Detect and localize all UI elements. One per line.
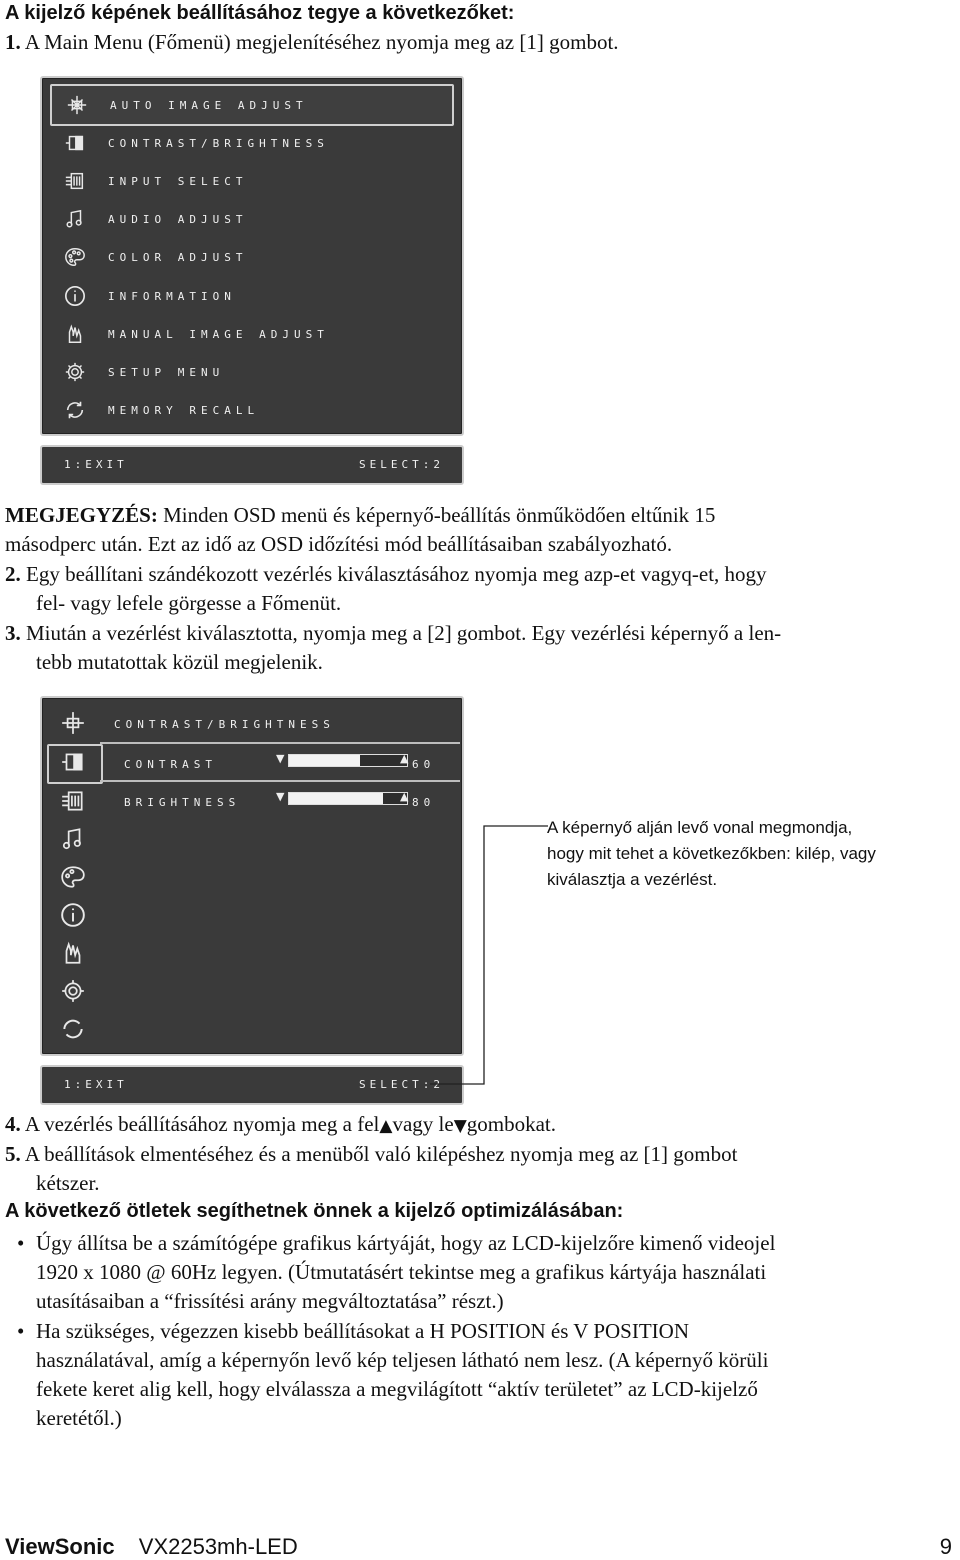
color-palette-icon: [60, 864, 86, 890]
step-3: [5, 619, 955, 677]
menu-item-label: MANUAL IMAGE ADJUST: [108, 328, 329, 341]
contrast-label: CONTRAST: [124, 758, 217, 771]
contrast-brightness-icon: [60, 749, 86, 775]
brightness-label: BRIGHTNESS: [124, 796, 241, 809]
callout-line-2: hogy mit tehet a következőkben: kilép, vagy: [547, 844, 876, 863]
bullet-icon: •: [17, 1231, 25, 1255]
exit-hint: 1:EXIT: [64, 1078, 128, 1091]
increase-icon[interactable]: ▲: [400, 790, 409, 803]
menu-item-label: SETUP MENU: [108, 366, 225, 379]
tip-line: 1920 x 1080 @ 60Hz legyen. (Útmutatásért tekintse meg a grafikus kártyája használati: [36, 1260, 767, 1284]
manual-adjust-icon: [60, 940, 86, 966]
input-select-icon: [64, 170, 86, 192]
recall-icon: [60, 1016, 86, 1042]
select-hint: SELECT:2: [359, 1078, 444, 1091]
menu-item-color-adjust[interactable]: [50, 238, 450, 276]
tip-2: [5, 1317, 955, 1433]
step-number: 2.: [5, 562, 21, 586]
info-icon: [60, 902, 86, 928]
color-palette-icon: [64, 246, 86, 268]
callout-text: [547, 815, 876, 893]
tip-line: Ha szükséges, végezzen kisebb beállításokat a H POSITION és V POSITION: [36, 1319, 689, 1343]
menu-item-label: AUTO IMAGE ADJUST: [110, 99, 308, 112]
menu-item-setup-menu[interactable]: [50, 353, 450, 391]
step-line-2: kétszer.: [36, 1171, 100, 1195]
tip-line: keretétől.): [36, 1406, 122, 1430]
callout-line-1: A képernyő alján levő vonal megmondja,: [547, 818, 853, 837]
footer: [5, 1534, 298, 1560]
menu-item-label: INPUT SELECT: [108, 175, 248, 188]
contrast-row[interactable]: [100, 742, 460, 778]
step-number: 1.: [5, 30, 21, 54]
manual-adjust-icon: [64, 323, 86, 345]
note-line-1: Minden OSD menü és képernyő-beállítás önműködően eltűnik 15: [157, 503, 716, 527]
step-number: 4.: [5, 1112, 21, 1136]
bullet-icon: •: [17, 1319, 25, 1343]
step-text: A Main Menu (Főmenü) megjelenítéséhez nyomja meg az [1] gombot.: [24, 30, 619, 54]
select-hint: SELECT:2: [359, 458, 444, 471]
callout-connector: [430, 820, 560, 1090]
step-5: [5, 1140, 955, 1198]
step-1: [5, 28, 619, 57]
tips-heading: A következő ötletek segíthetnek önnek a kijelző optimizálásában:: [5, 1200, 624, 1222]
menu-item-manual-image-adjust[interactable]: [50, 315, 450, 353]
decrease-icon[interactable]: ▼: [276, 752, 285, 765]
tip-1: [5, 1229, 955, 1316]
menu-item-label: CONTRAST/BRIGHTNESS: [108, 137, 329, 150]
note-line-2: másodperc után. Ezt az idő az OSD időzítési mód beállításaiban szabályozható.: [5, 532, 673, 556]
brightness-row[interactable]: [100, 780, 460, 816]
footer-model: VX2253mh-LED: [138, 1534, 298, 1559]
menu-item-label: MEMORY RECALL: [108, 404, 260, 417]
gear-icon: [64, 361, 86, 383]
menu-item-information[interactable]: [50, 277, 450, 315]
tip-line: utasításaiban a “frissítési arány megváltoztatása” részt.): [36, 1289, 504, 1313]
brightness-slider[interactable]: [288, 792, 408, 805]
page-heading: A kijelző képének beállításához tegye a következőket:: [5, 2, 515, 24]
osd-contrast-brightness-screen: [40, 696, 464, 1056]
tip-line: Úgy állítsa be a számítógépe grafikus kártyáját, hogy az LCD-kijelzőre kimenő videojel: [36, 1231, 776, 1255]
audio-icon: [64, 208, 86, 230]
osd-main-status-bar: [40, 445, 464, 485]
auto-adjust-icon: [66, 94, 88, 116]
menu-item-audio-adjust[interactable]: [50, 200, 450, 238]
step-line-1: Miután a vezérlést kiválasztotta, nyomja meg a [2] gombot. Egy vezérlési képernyő a len-: [26, 621, 782, 645]
submenu-title: CONTRAST/BRIGHTNESS: [114, 718, 335, 731]
step-line-2: tebb mutatottak közül megjelenik.: [36, 650, 323, 674]
tip-line: használatával, amíg a képernyőn levő kép teljesen látható nem lesz. (A képernyő körüli: [36, 1348, 769, 1372]
menu-item-contrast-brightness[interactable]: [50, 124, 450, 162]
page-number: 9: [939, 1534, 952, 1559]
menu-item-label: INFORMATION: [108, 290, 236, 303]
contrast-slider-fill: [289, 755, 360, 766]
step-line-2: fel- vagy lefele görgesse a Főmenüt.: [36, 591, 342, 615]
exit-hint: 1:EXIT: [64, 458, 128, 471]
tip-line: fekete keret alig kell, hogy elválassza a megvilágított “aktív területet” az LCD-kijelző: [36, 1377, 758, 1401]
step-text-before: A vezérlés beállításához nyomja meg a fel: [24, 1112, 380, 1136]
contrast-slider[interactable]: [288, 754, 408, 767]
decrease-icon[interactable]: ▼: [276, 790, 285, 803]
contrast-value: 60: [412, 758, 436, 771]
osd-main-menu: [40, 76, 464, 436]
footer-brand: ViewSonic: [5, 1534, 115, 1559]
note: [5, 501, 715, 559]
input-select-icon: [60, 788, 86, 814]
contrast-brightness-icon: [64, 132, 86, 154]
audio-icon: [60, 826, 86, 852]
info-icon: [64, 285, 86, 307]
menu-item-label: AUDIO ADJUST: [108, 213, 248, 226]
down-triangle-icon: ▼: [453, 1116, 467, 1136]
step-text-after: gombokat.: [466, 1112, 557, 1136]
osd-sub-status-bar: [40, 1065, 464, 1105]
gear-icon: [60, 978, 86, 1004]
increase-icon[interactable]: ▲: [400, 752, 409, 765]
brightness-value: 80: [412, 796, 436, 809]
note-label: MEGJEGYZÉS:: [5, 503, 158, 527]
step-line-1: A beállítások elmentéséhez és a menüből való kilépéshez nyomja meg az [1] gombot: [24, 1142, 738, 1166]
menu-item-auto-image-adjust[interactable]: [50, 84, 454, 126]
auto-adjust-icon: [60, 710, 86, 736]
step-4: [5, 1110, 556, 1141]
step-line-1: Egy beállítani szándékozott vezérlés kiválasztásához nyomja meg azp-et vagyq-et, hogy: [26, 562, 767, 586]
callout-line-3: kiválasztja a vezérlést.: [547, 870, 718, 889]
up-triangle-icon: ▲: [379, 1116, 393, 1136]
step-number: 3.: [5, 621, 21, 645]
step-2: [5, 560, 955, 618]
menu-item-label: COLOR ADJUST: [108, 251, 248, 264]
menu-item-input-select[interactable]: [50, 162, 450, 200]
step-text-mid: vagy le: [392, 1112, 454, 1136]
brightness-slider-fill: [289, 793, 383, 804]
step-number: 5.: [5, 1142, 21, 1166]
menu-item-memory-recall[interactable]: [50, 391, 450, 429]
recall-icon: [64, 399, 86, 421]
